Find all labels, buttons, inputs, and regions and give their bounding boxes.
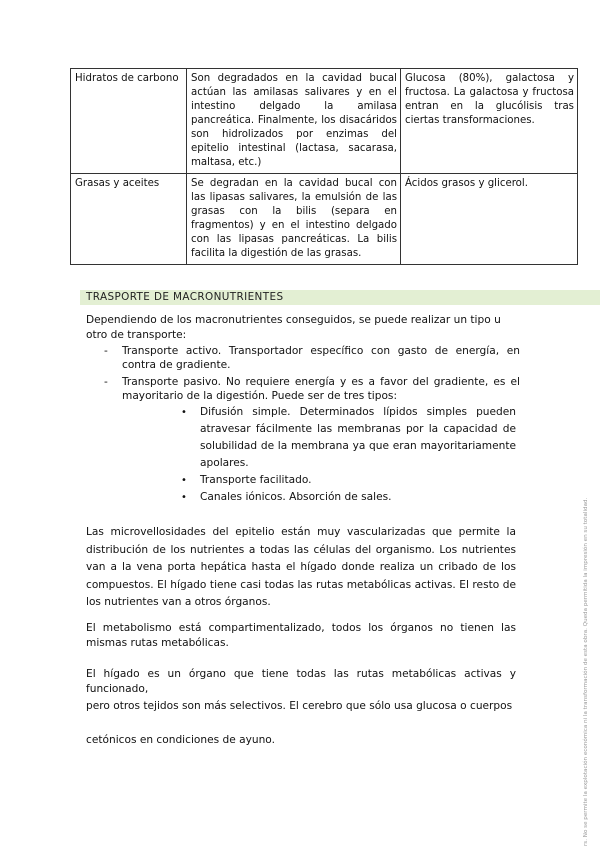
list-item bbox=[176, 489, 516, 506]
section-heading: TRASPORTE DE MACRONUTRIENTES bbox=[86, 291, 284, 303]
body-paragraph: Las microvellosidades del epitelio están muy vascularizadas que permite la distribución de los nutrientes a todas las células del organismo. Los nutrientes van a la vena porta hepática hasta el hígado donde realiza un cribado de los compuestos. El hígado tiene casi todas las rutas metabólicas activas. El resto de los nutrientes van a otros órganos. bbox=[86, 526, 516, 608]
dash-mark: - bbox=[104, 376, 108, 388]
body-paragraph: El hígado es un órgano que tiene todas las rutas metabólicas activas y funcionado, bbox=[86, 668, 516, 695]
list-item-text: Canales iónicos. Absorción de sales. bbox=[200, 491, 392, 503]
bullet-icon: • bbox=[181, 475, 187, 486]
list-item bbox=[100, 375, 520, 403]
body-paragraph: cetónicos en condiciones de ayuno. bbox=[86, 734, 275, 746]
list-item-text: Difusión simple. Determinados lípidos simples pueden atravesar fácilmente las membranas por la capacidad de solubilidad de la membrana ya que eran mayoritariamente apolares. bbox=[200, 406, 516, 469]
digestion-cell: Son degradados en la cavidad bucal actúan las amilasas salivares y en el intestino delgado la amilasa pancreática. Finalmente, los disacáridos son hidrolizados por enzimas del epitelio intestinal (lactasa, sacarasa, maltasa, etc.) bbox=[187, 69, 401, 174]
transport-list bbox=[100, 344, 520, 406]
license-side-note: rs. No se permite la explotación económica ni la transformación de esta obra. Queda permitida la impresión en su totalidad. bbox=[583, 497, 589, 846]
macronutrient-table bbox=[70, 68, 578, 265]
dash-mark: - bbox=[104, 345, 108, 357]
passive-transport-list bbox=[176, 404, 516, 506]
products-cell: Glucosa (80%), galactosa y fructosa. La galactosa y fructosa entran en la glucólisis tras ciertas transformaciones. bbox=[401, 69, 578, 174]
list-item-text: Transporte pasivo. No requiere energía y es a favor del gradiente, es el mayoritario de la digestión. Puede ser de tres tipos: bbox=[122, 376, 520, 402]
bullet-icon: • bbox=[181, 492, 187, 503]
intro-paragraph: Dependiendo de los macronutrientes conseguidos, se puede realizar un tipo u otro de transporte: bbox=[86, 314, 501, 341]
digestion-cell: Se degradan en la cavidad bucal con las lipasas salivares, la emulsión de las grasas con la bilis (separa en fragmentos) y en el intestino delgado con las lipasas pancreáticas. La bilis facilita la digestión de las grasas. bbox=[187, 174, 401, 265]
bullet-icon: • bbox=[181, 407, 187, 418]
list-item bbox=[100, 344, 520, 372]
table-row bbox=[71, 174, 578, 265]
list-item-text: Transporte facilitado. bbox=[200, 474, 312, 486]
list-item-text: Transporte activo. Transportador específico con gasto de energía, en contra de gradiente. bbox=[122, 345, 520, 371]
list-item bbox=[176, 472, 516, 489]
products-cell: Ácidos grasos y glicerol. bbox=[401, 174, 578, 265]
table-row bbox=[71, 69, 578, 174]
list-item bbox=[176, 404, 516, 472]
nutrient-name-cell: Grasas y aceites bbox=[71, 174, 187, 265]
body-paragraph: El metabolismo está compartimentalizado, todos los órganos no tienen las mismas rutas metabólicas. bbox=[86, 622, 516, 649]
body-paragraph: pero otros tejidos son más selectivos. El cerebro que sólo usa glucosa o cuerpos bbox=[86, 700, 513, 712]
nutrient-name-cell: Hidratos de carbono bbox=[71, 69, 187, 174]
